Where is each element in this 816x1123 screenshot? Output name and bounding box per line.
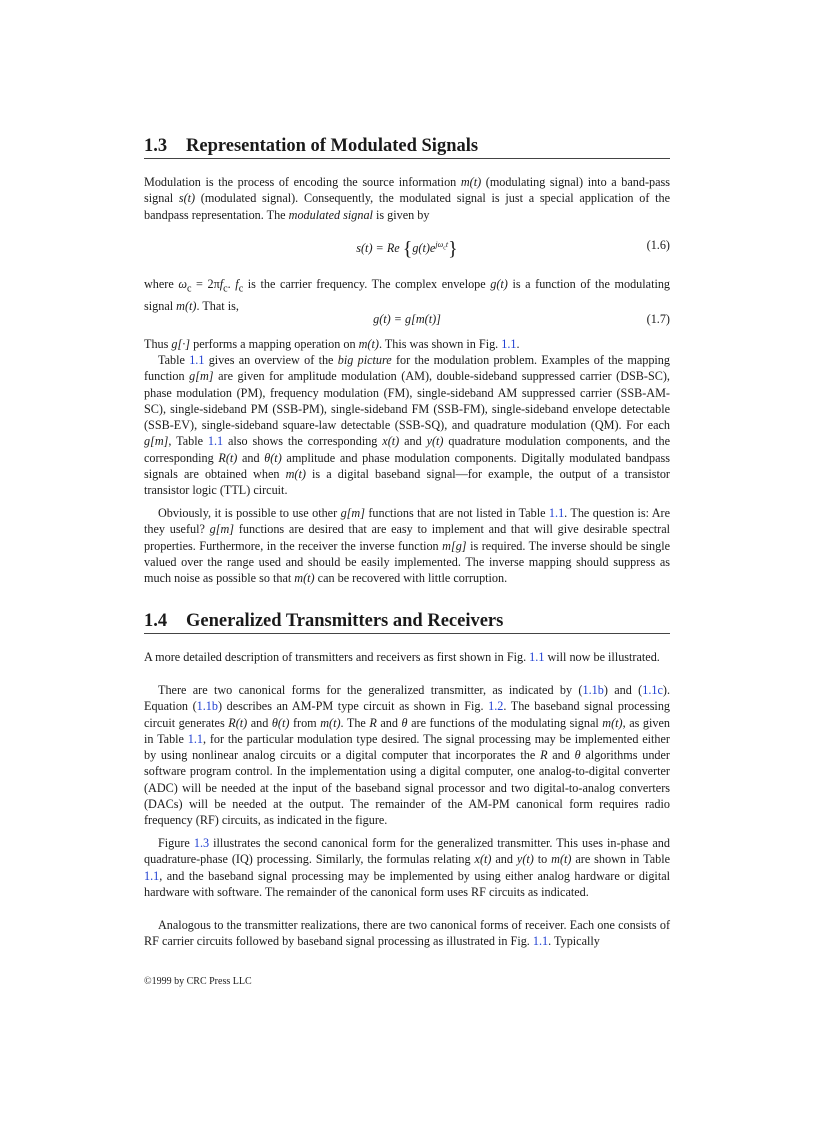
paragraph: Thus g[·] performs a mapping operation on m(t). This was shown in Fig. 1.1. (144, 337, 520, 351)
paragraph: A more detailed description of transmitters and receivers as first shown in Fig. 1.1 will now be illustrated. (144, 650, 660, 664)
equation-link[interactable]: 1.1c (642, 683, 663, 697)
equation-link[interactable]: 1.1b (196, 699, 218, 714)
copyright-footer: ©1999 by CRC Press LLC (144, 976, 252, 987)
paragraph: Analogous to the transmitter realizations, there are two canonical forms of receiver. Each one consists of RF carrier circuits followed by baseband signal processing as illustrated in Fig. 1.1. Typically (144, 918, 670, 949)
table-link[interactable]: 1.1 (548, 506, 565, 520)
equation-1-7: g(t) = g[m(t)] (1.7) (373, 312, 670, 326)
table-link[interactable]: 1.1 (189, 353, 205, 367)
table-link[interactable]: 1.1 (144, 868, 160, 883)
section-title: Generalized Transmitters and Receivers (186, 611, 504, 631)
paragraph: Figure 1.3 illustrates the second canonical form for the generalized transmitter. This uses in-phase and quadrature-phase (IQ) processing. Similarly, the formulas relating x(t) and y(t) to m(t) are shown in Table 1.1, and the baseband signal processing may be implemented by using either analog hardware or digital hardware with software. The remainder of the canonical form uses RF circuits as indicated. (144, 836, 670, 899)
table-link[interactable]: 1.1 (187, 731, 204, 746)
figure-link[interactable]: 1.1 (501, 337, 517, 351)
paragraph: There are two canonical forms for the generalized transmitter, as indicated by (1.1b) and (1.1c). Equation (1.1b) describes an AM-PM type circuit as shown in Fig. 1.2. The baseband signal processing circuit generates R(t) and θ(t) from m(t). The R and θ are functions of the modulating signal m(t), as given in Table 1.1, for the particular modulation type desired. The signal processing may be implemented either by using nonlinear analog circuits or a digital computer that incorporates the R and θ algorithms under software program control. In the implementation using a digital computer, one analog-to-digital converter (ADC) will be needed at the input of the baseband signal processor and two digital-to-analog converters (DACs) will be needed at the output. The remainder of the AM-PM canonical form requires radio frequency (RF) circuits, as indicated in the figure. (144, 683, 671, 828)
equation-1-6: s(t) = Re $\{g(t)e^{j\omega_ct}\}$ (1.6) (356, 238, 670, 260)
figure-link[interactable]: 1.2 (488, 699, 504, 714)
equation-number: (1.7) (646, 312, 670, 326)
figure-link[interactable]: 1.1 (532, 934, 549, 949)
paragraph: where $\omega_c = 2\pi f_c$. $f_c$ is the carrier frequency. The complex envelope g(t) is a function of the modulating signal m(t). That is, (144, 277, 671, 313)
equation-link[interactable]: 1.1b (582, 683, 604, 697)
section-number: 1.4 (144, 611, 168, 631)
section-heading-1-4 (144, 610, 670, 634)
equation-number: (1.6) (646, 238, 670, 252)
section-number: 1.3 (144, 136, 168, 156)
table-link[interactable]: 1.1 (207, 434, 224, 449)
figure-link[interactable]: 1.1 (529, 650, 545, 664)
section-title: Representation of Modulated Signals (186, 136, 479, 156)
paragraph: Modulation is the process of encoding the source information m(t) (modulating signal) into a band-pass signal s(t) (modulated signal). Consequently, the modulated signal is just a special application of the bandpass representation. The modulated signal is given by (144, 175, 670, 222)
figure-link[interactable]: 1.3 (193, 836, 210, 850)
paragraph: Table 1.1 gives an overview of the big picture for the modulation problem. Examples of the mapping function g[m] are given for amplitude modulation (AM), double-sideband suppressed carrier (DSB-SC), phase modulation (PM), frequency modulation (FM), single-sideband AM suppressed carrier (SSB-AM-SC), single-sideband PM (SSB-PM), single-sideband FM (SSB-FM), single-sideband envelope detectable (SSB-EV), single-sideband square-law detectable (SSB-SQ), and quadrature modulation (QM). For each g[m], Table 1.1 also shows the corresponding x(t) and y(t) quadrature modulation components, and the corresponding R(t) and θ(t) amplitude and phase modulation components. Digitally modulated bandpass signals are obtained when m(t) is a digital baseband signal—for example, the output of a transistor transistor logic (TTL) circuit. (144, 353, 671, 498)
paragraph: Obviously, it is possible to use other g[m] functions that are not listed in Table 1.1. The question is: Are they useful? g[m] functions are desired that are easy to implement and that will give desirable spectral properties. Furthermore, in the receiver the inverse function m[g] is required. The inverse should be single valued over the range used and should be easily implemented. The inverse mapping should suppress as much noise as possible so that m(t) can be recovered with little corruption. (144, 506, 670, 586)
section-heading-1-3 (144, 135, 670, 159)
